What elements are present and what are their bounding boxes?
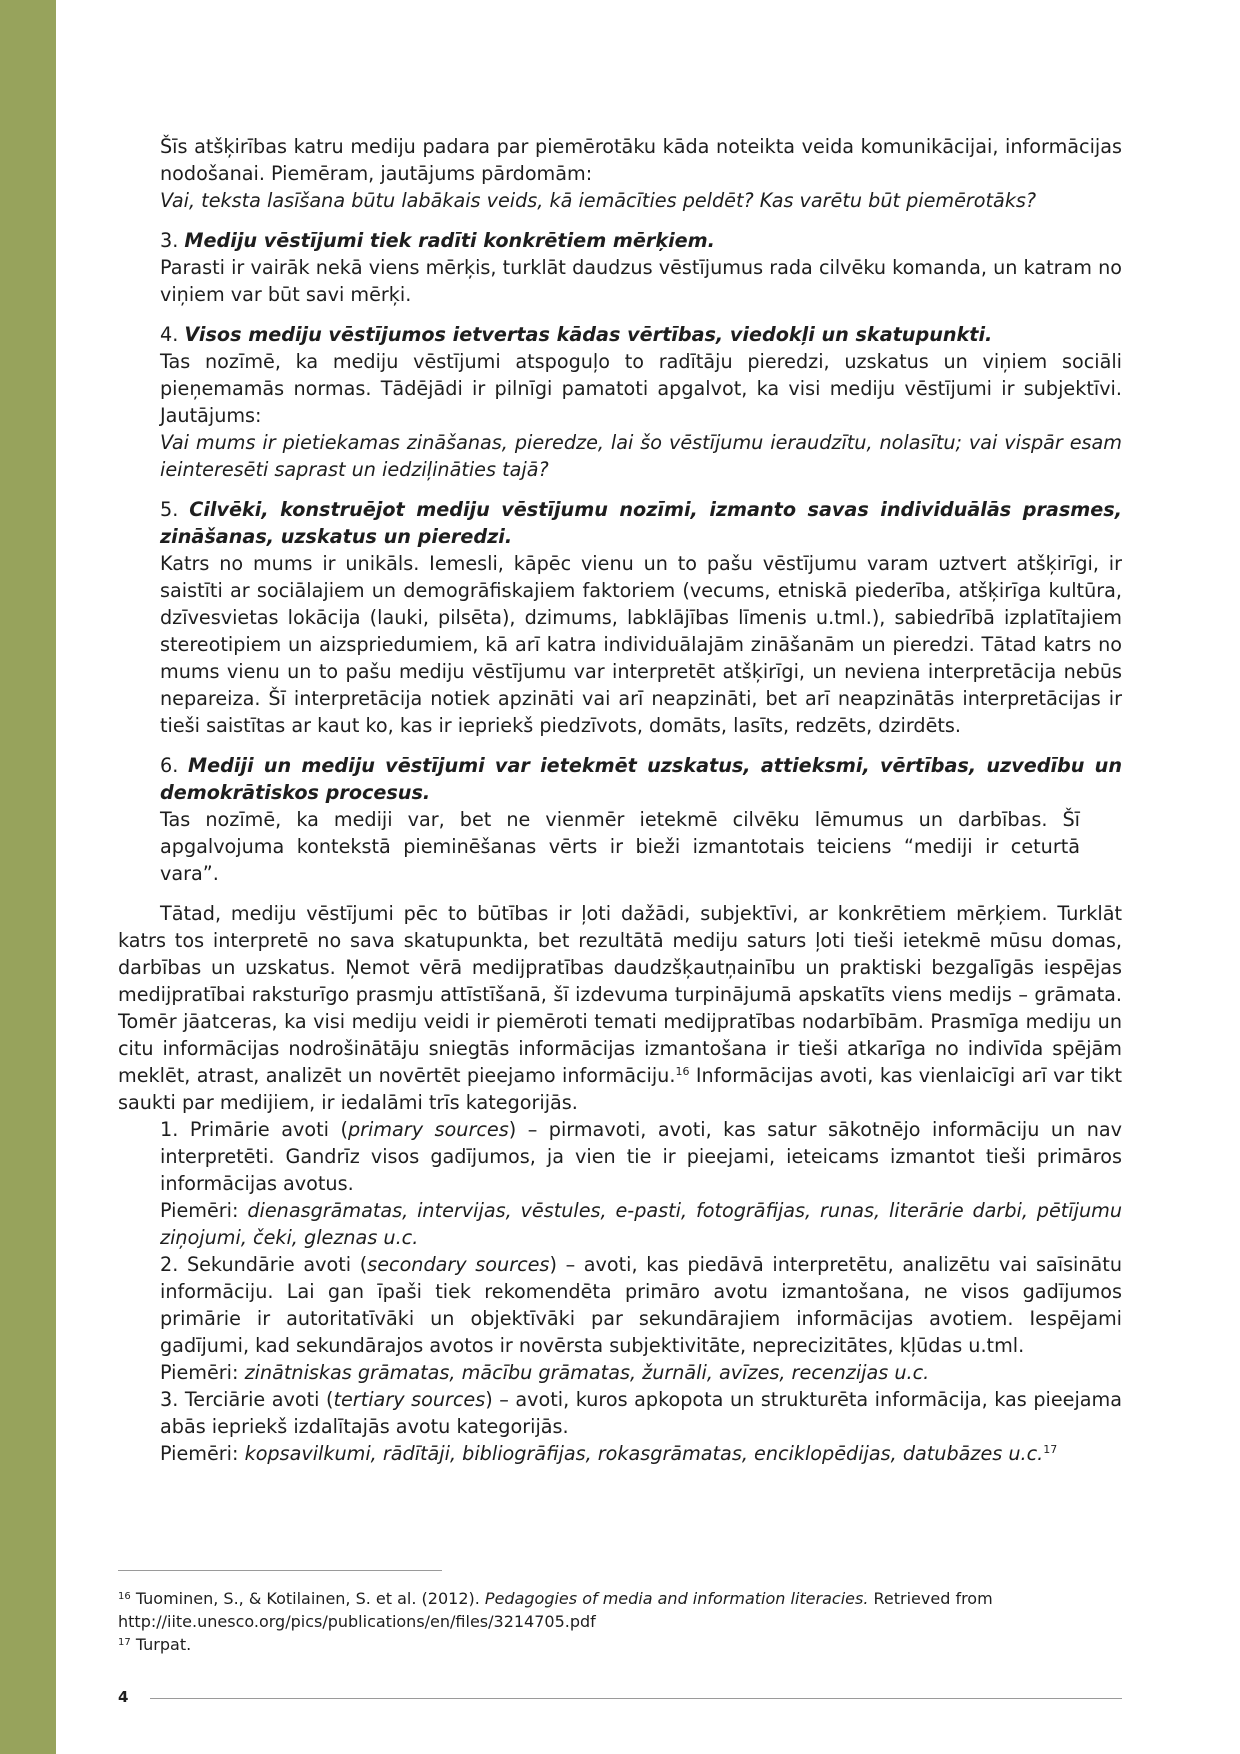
list-item-primary-examples [160,1197,1122,1251]
section-5-body: Katrs no mums ir unikāls. Iemesli, kāpēc vienu un to pašu vēstījumu varam uztvert atšķirīgi, ir saistīti ar sociālajiem un demogrāfiskajiem faktoriem (vecums, etniskā piederība, atšķirīga kultūra, dzīvesvietas lokācija (lauki, pilsēta), dzimums, labklājības līmenis u.tml.), sabiedrībā izplatītajiem stereotipiem un aizspriedumiem, kā arī katra individuālajām zināšanām un pieredzi. Tātad katrs no mums vienu un to pašu mediju vēstījumu var interpretēt atšķirīgi, un neviena interpretācija nebūs nepareiza. Šī interpretācija notiek apzināti vai arī neapzināti, bet arī neapzinātās interpretācijas ir tieši saistītas ar kaut ko, kas ir iepriekš piedzīvots, domāts, lasīts, redzēts, dzirdēts. [160,552,1122,737]
main-paragraph [118,900,1122,1116]
section-4-number: 4. [160,323,185,346]
footnote-17 [118,1633,1118,1656]
section-5-title: Cilvēki, konstruējot mediju vēstījumu nozīmi, izmanto savas individuālās prasmes, zināšanas, uzskatus un pieredzi. [160,498,1122,548]
section-4-question [160,429,1122,483]
section-6 [118,752,1122,887]
list-item-secondary-examples [160,1359,1122,1386]
side-color-bar [0,0,56,1754]
section-3-heading [160,227,1122,254]
intro-block [118,133,1122,214]
footnote-17-number: 17 [118,1637,131,1648]
examples-label: Piemēri: [160,1199,248,1222]
page-number: 4 [118,1688,129,1706]
examples-text: kopsavilkumi, rādītāji, bibliogrāfijas, rokasgrāmatas, enciklopēdijas, datubāzes u.c. [244,1442,1044,1465]
section-6-number: 6. [160,754,188,777]
list-item-primary-label: 1. Primārie avoti ( [160,1118,348,1141]
section-3-title: Mediju vēstījumi tiek radīti konkrētiem mērķiem. [184,229,715,252]
section-5-heading [160,496,1122,550]
section-4-question-text: Vai mums ir pietiekamas zināšanas, pieredze, lai šo vēstījumu ieraudzītu, nolasītu; vai vispār esam ieinteresēti saprast un iedziļināties tajā? [160,431,1122,481]
list-item-secondary-text: ) – avoti, kas piedāvā interpretētu, analizētu vai saīsinātu informāciju. Lai gan īpaši tiek rekomendēta primāro avotu izmantošana, ne visos gadījumos primārie ir autoritatīvāki un objektīvāki par sekundārajiem informācijas avotiem. Iespējami gadījumi, kad sekundārajos avotos ir novērsta subjektivitāte, neprecizitātes, kļūdas u.tml. [160,1253,1122,1357]
list-item-secondary-term: secondary sources [367,1253,550,1276]
section-6-title: Mediji un mediju vēstījumi var ietekmēt uzskatus, attieksmi, vērtības, uzvedību un demokrātiskos procesus. [160,754,1122,804]
list-item-primary-term: primary sources [347,1118,509,1141]
footnote-16-url[interactable]: http://iite.unesco.org/pics/publications/en/files/3214705.pdf [118,1612,596,1631]
section-3-number: 3. [160,229,185,252]
list-item-tertiary-label: 3. Terciārie avoti ( [160,1388,334,1411]
footnote-16-retrieved: Retrieved from [868,1589,993,1608]
list-item-tertiary-term: tertiary sources [333,1388,486,1411]
section-4 [118,321,1122,483]
list-item-tertiary-text: ) – avoti, kuros apkopota un strukturēta informācija, kas pieejama abās iepriekš izdalītajās avotu kategorijās. [160,1388,1122,1438]
footnote-16-authors: Tuominen, S., & Kotilainen, S. et al. (2012). [130,1589,485,1608]
list-item-secondary [160,1251,1122,1359]
list-item-primary [160,1116,1122,1197]
section-5-number: 5. [160,498,190,521]
footnote-17-text: Turpat. [130,1635,192,1654]
footnote-16-number: 16 [118,1591,131,1602]
list-item-secondary-label: 2. Sekundārie avoti ( [160,1253,368,1276]
examples-text: zinātniskas grāmatas, mācību grāmatas, žurnāli, avīzes, recenzijas u.c. [244,1361,930,1384]
section-6-heading [160,752,1122,806]
page-body [118,133,1122,1467]
section-5 [118,496,1122,739]
intro-paragraph: Šīs atšķirības katru mediju padara par piemērotāku kāda noteikta veida komunikācijai, informācijas nodošanai. Piemēram, jautājums pārdomām: [160,135,1122,185]
footnote-16-title: Pedagogies of media and information literacies. [484,1589,869,1608]
footnote-16 [118,1587,1118,1610]
footnote-divider [118,1570,442,1571]
examples-text: dienasgrāmatas, intervijas, vēstules, e-pasti, fotogrāfijas, runas, literārie darbi, pētījumu ziņojumi, čeki, gleznas u.c. [160,1199,1122,1249]
section-4-body: Tas nozīmē, ka mediju vēstījumi atspoguļo to radītāju pieredzi, uzskatus un viņiem sociāli pieņemamās normas. Tādējādi ir pilnīgi pamatoti apgalvot, ka visi mediju vēstījumi ir subjektīvi. Jautājums: [160,350,1122,427]
section-4-title: Visos mediju vēstījumos ietvertas kādas vērtības, viedokļi un skatupunkti. [184,323,993,346]
footnote-ref-16: 16 [675,1065,690,1078]
footer-rule [150,1698,1122,1699]
footnote-ref-17: 17 [1043,1443,1058,1456]
footnotes [118,1587,1118,1656]
main-paragraph-text: Tātad, mediju vēstījumi pēc to būtības ir ļoti dažādi, subjektīvi, ar konkrētiem mērķiem. Turklāt katrs tos interpretē no sava skatupunkta, bet rezultātā mediju saturs ļoti tieši ietekmē mūsu domas, darbības un uzskatus. Ņemot vērā medijpratības daudzšķautņainību un praktiski bezgalīgās iespējas medijpratībai raksturīgo prasmju attīstīšanā, šī izdevuma turpinājumā apskatīts viens medijs – grāmata. Tomēr jāatceras, ka visi mediju veidi ir piemēroti temati medijpratības nodarbībām. Prasmīga mediju un citu informācijas nodrošinātāju sniegtās informācijas izmantošana ir tieši atkarīga no indivīda spējām meklēt, atrast, analizēt un novērtēt pieejamo informāciju. [118,902,1122,1087]
section-3 [118,227,1122,308]
examples-label: Piemēri: [160,1361,245,1384]
sources-list [118,1116,1122,1467]
list-item-tertiary-examples [160,1440,1122,1467]
intro-question [160,187,1122,214]
section-6-body: Tas nozīmē, ka mediji var, bet ne vienmēr ietekmē cilvēku lēmumus un darbības. Šī apgalvojuma kontekstā pieminēšanas vērts ir bieži izmantotais teiciens “mediji ir ceturtā vara”. [160,808,1080,885]
main-paragraph-end: Informācijas avoti, kas vienlaicīgi arī var tikt saukti par medijiem, ir iedalāmi trīs kategorijās. [118,1064,1122,1114]
examples-label: Piemēri: [160,1442,245,1465]
section-3-body: Parasti ir vairāk nekā viens mērķis, turklāt daudzus vēstījumus rada cilvēku komanda, un katram no viņiem var būt savi mērķi. [160,256,1122,306]
intro-question-text: Vai, teksta lasīšana būtu labākais veids, kā iemācīties peldēt? Kas varētu būt piemērotāks? [160,189,1037,212]
list-item-primary-text: ) – pirmavoti, avoti, kas satur sākotnējo informāciju un nav interpretēti. Gandrīz visos gadījumos, ja vien tie ir pieejami, ieteicams izmantot tieši primāros informācijas avotus. [160,1118,1123,1195]
section-4-heading [160,321,1122,348]
list-item-tertiary [160,1386,1122,1440]
